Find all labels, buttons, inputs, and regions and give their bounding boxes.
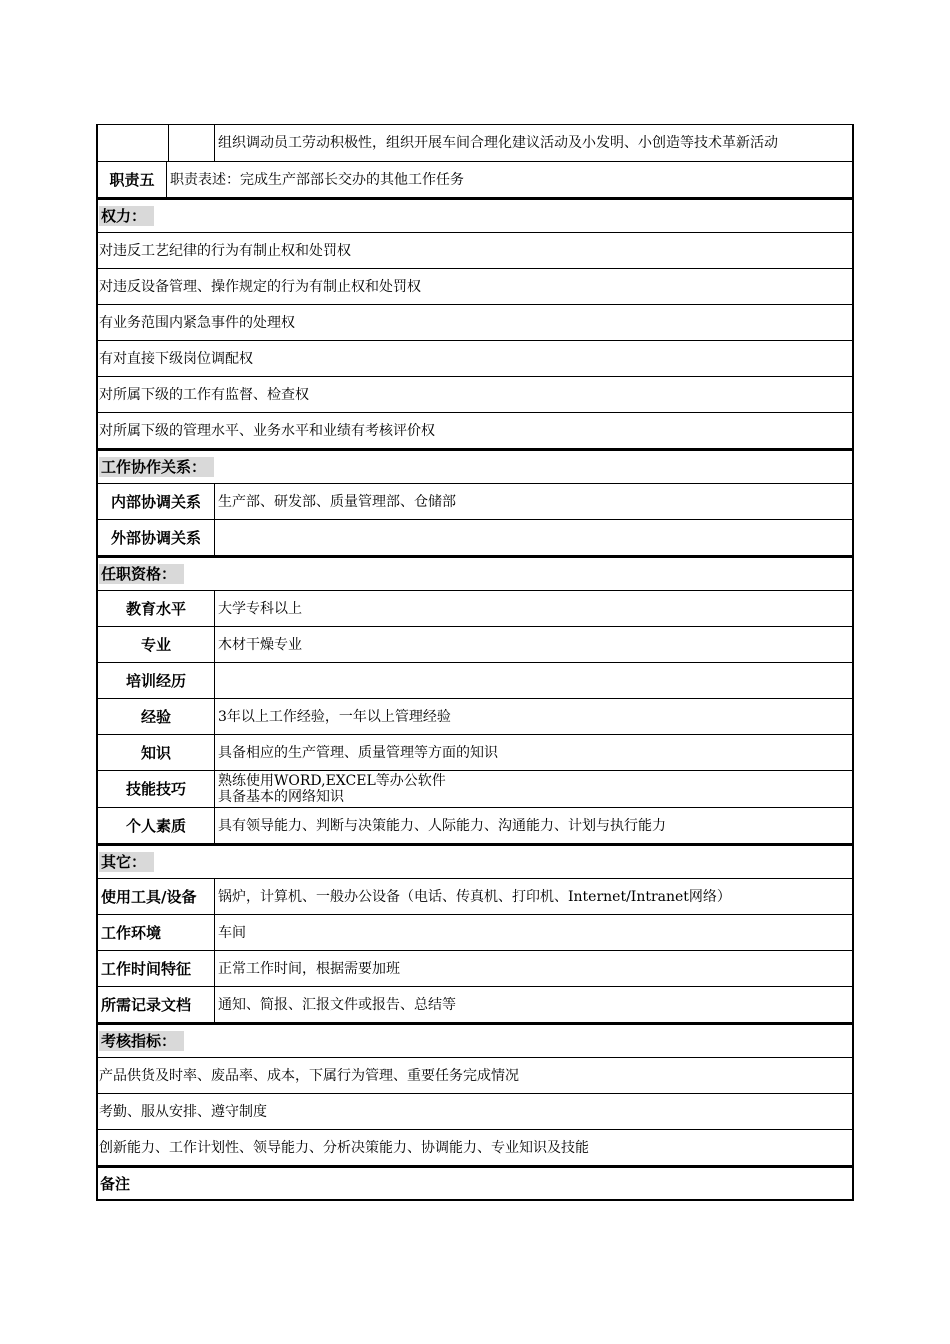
table-row	[96, 663, 854, 699]
duty-five-text: 职责表述：完成生产部部长交办的其他工作任务	[166, 162, 852, 197]
knowledge-label: 知识	[140, 743, 171, 762]
duty-continuation-text: 组织调动员工劳动积极性，组织开展车间合理化建议活动及小发明、小创造等技术革新活动	[214, 125, 852, 161]
internal-coordination-label: 内部协调关系	[110, 492, 201, 511]
duty-continuation-row	[96, 124, 854, 162]
table-row	[96, 627, 854, 663]
personal-quality-value: 具有领导能力、判断与决策能力、人际能力、沟通能力、计划与执行能力	[214, 808, 852, 843]
records-value: 通知、简报、汇报文件或报告、总结等	[214, 987, 852, 1022]
education-value: 大学专科以上	[214, 591, 852, 626]
major-value: 木材干燥专业	[214, 627, 852, 662]
cooperation-section-header	[96, 449, 854, 484]
empty-label-cell	[98, 125, 168, 161]
job-description-table	[96, 124, 854, 1201]
table-row	[96, 591, 854, 627]
skills-value	[214, 771, 852, 807]
external-coordination-label: 外部协调关系	[110, 528, 201, 547]
assessment-item-1: 产品供货及时率、废品率、成本，下属行为管理、重要任务完成情况	[99, 1067, 519, 1084]
table-row	[96, 808, 854, 844]
experience-value: 3年以上工作经验，一年以上管理经验	[214, 699, 852, 734]
tools-value: 锅炉，计算机、一般办公设备（电话、传真机、打印机、Internet/Intranet网络）	[214, 879, 852, 914]
external-coordination-value	[214, 520, 852, 555]
environment-label: 工作环境	[101, 923, 162, 942]
cooperation-heading: 工作协作关系：	[99, 457, 214, 477]
list-item	[96, 341, 854, 377]
training-label: 培训经历	[125, 671, 186, 690]
qualification-section-header	[96, 556, 854, 591]
table-row	[96, 771, 854, 808]
list-item	[96, 377, 854, 413]
environment-value: 车间	[214, 915, 852, 950]
authority-item-3: 有业务范围内紧急事件的处理权	[99, 314, 295, 331]
table-row	[96, 987, 854, 1023]
records-label: 所需记录文档	[101, 995, 192, 1014]
list-item	[96, 1058, 854, 1094]
authority-item-5: 对所属下级的工作有监督、检查权	[99, 386, 309, 403]
skills-line-1: 熟练使用WORD,EXCEL等办公软件	[218, 773, 446, 789]
duty-five-label: 职责五	[109, 170, 155, 189]
assessment-item-3: 创新能力、工作计划性、领导能力、分析决策能力、协调能力、专业知识及技能	[99, 1139, 589, 1156]
education-label: 教育水平	[125, 599, 186, 618]
major-label: 专业	[140, 635, 171, 654]
tools-label: 使用工具/设备	[101, 887, 197, 906]
table-row	[96, 879, 854, 915]
other-heading: 其它：	[99, 852, 154, 872]
qualification-heading: 任职资格：	[99, 564, 184, 584]
list-item	[96, 413, 854, 449]
list-item	[96, 233, 854, 269]
empty-sub-cell	[168, 125, 214, 161]
duty-five-row	[96, 162, 854, 198]
knowledge-value: 具备相应的生产管理、质量管理等方面的知识	[214, 735, 852, 770]
list-item	[96, 1130, 854, 1166]
table-row	[96, 699, 854, 735]
assessment-heading: 考核指标：	[99, 1031, 184, 1051]
skills-label: 技能技巧	[125, 780, 186, 798]
training-value	[214, 663, 852, 698]
list-item	[96, 305, 854, 341]
work-time-label: 工作时间特征	[101, 959, 192, 978]
assessment-item-2: 考勤、服从安排、遵守制度	[99, 1103, 267, 1120]
authority-item-6: 对所属下级的管理水平、业务水平和业绩有考核评价权	[99, 422, 435, 439]
personal-quality-label: 个人素质	[125, 816, 186, 835]
table-row	[96, 735, 854, 771]
work-time-value: 正常工作时间，根据需要加班	[214, 951, 852, 986]
table-row	[96, 520, 854, 556]
authority-item-2: 对违反设备管理、操作规定的行为有制止权和处罚权	[99, 278, 421, 295]
list-item	[96, 1094, 854, 1130]
list-item	[96, 269, 854, 305]
table-row	[96, 915, 854, 951]
authority-heading: 权力：	[99, 206, 154, 226]
authority-item-1: 对违反工艺纪律的行为有制止权和处罚权	[99, 242, 351, 259]
remarks-row	[96, 1166, 854, 1201]
table-row	[96, 951, 854, 987]
remarks-heading: 备注	[100, 1174, 131, 1193]
authority-item-4: 有对直接下级岗位调配权	[99, 350, 253, 367]
other-section-header	[96, 844, 854, 879]
skills-line-2: 具备基本的网络知识	[218, 789, 344, 805]
authority-section-header	[96, 198, 854, 233]
table-row	[96, 484, 854, 520]
experience-label: 经验	[140, 707, 171, 726]
assessment-section-header	[96, 1023, 854, 1058]
internal-coordination-value: 生产部、研发部、质量管理部、仓储部	[214, 484, 852, 519]
